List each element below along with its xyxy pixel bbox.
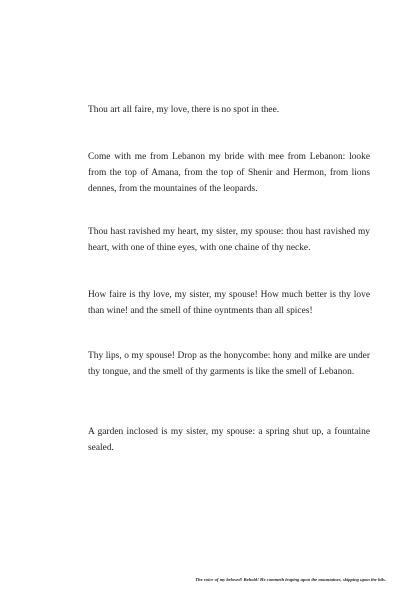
verse-1: Thou art all faire, my love, there is no spot in thee. (88, 105, 280, 115)
verse-3: Thou hast ravished my heart, my sister, my spouse: thou hast ravished my heart, with one of thine eyes, with one chaine of thy necke. (88, 227, 370, 253)
verse-6: A garden inclosed is my sister, my spouse: a spring shut up, a fountaine sealed. (88, 427, 370, 453)
verse-5: Thy lips, o my spouse! Drop as the honycombe: hony and milke are under thy tongue, and the smell of thy garments is like the smell of Lebanon. (88, 351, 370, 377)
verse-4: How faire is thy love, my sister, my spouse! How much better is thy love than wine! and the smell of thine oyntments than all spices! (88, 290, 370, 316)
footer-caption: The voice of my beloved! Behold! He commeth leaping upon the mountaines, skipping upon the hils. (195, 577, 386, 582)
verse-2: Come with me from Lebanon my bride with mee from Lebanon: looke from the top of Amana, from the top of Shenir and Hermon, from lions dennes, from the mountaines of the leopards. (88, 152, 370, 194)
